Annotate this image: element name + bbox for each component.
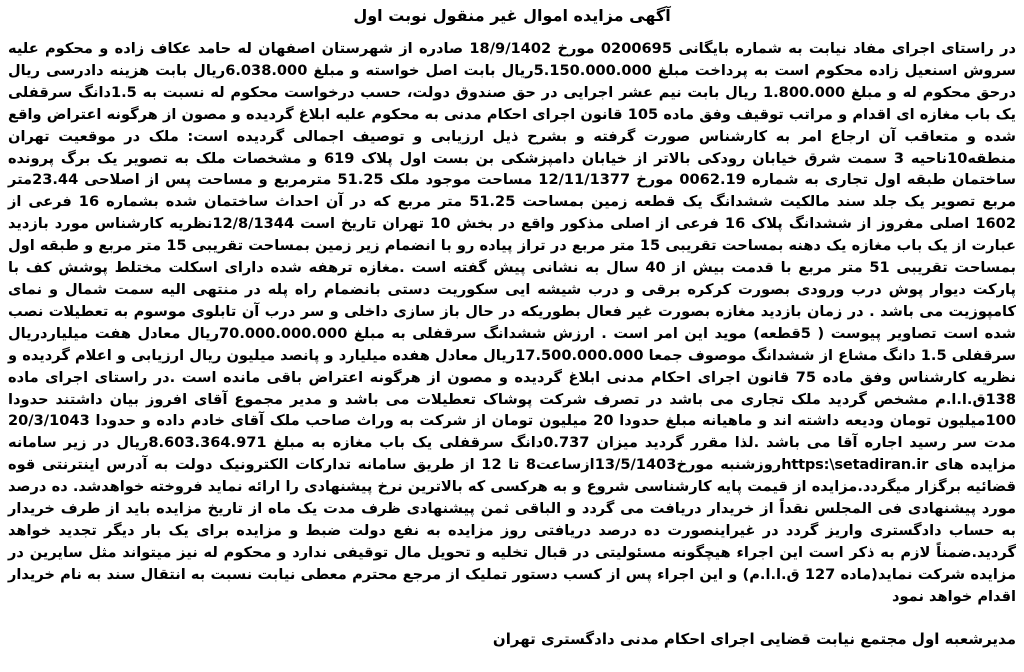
notice-body: در راستای اجرای مفاد نیابت به شماره بایگانی 0200695 مورخ 18/9/1402 صادره از شهرستان اصفهان له حامد عکاف زاده و محکوم علیه سروش اسنعیل زاده محکوم است به پرداخت مبلغ 5.150.000.000ریال بابت اصل خواسته و مبلغ 6.038.000ریال بابت هزینه دادرسی ریال درحق محکوم له و مبلغ 1.800.000 ریال بابت نیم عشر اجرایی در حق صندوق دولت، حسب درخواست محکوم له نسبت به 1.5دانگ سرقفلی یک باب مغازه ای اقدام و مراتب توقیف وفق ماده 105 قانون اجرای احکام مدنی به محکوم علیه ابلاغ گردیده و مصون از هرگونه اعتراض واقع شده و متعاقب آن ارجاع امر به کارشناس صورت گرفته و بشرح ذیل ارزیابی و توصیف اجمالی گردیده است: ملک در موقعیت تهران منطقه10ناحیه 3 سمت شرق خیابان رودکی بالاتر از خیابان دامپزشکی بن بست اول پلاک 619 و مشخصات ملک به تصویر یک برگ پرونده ساختمان طبقه اول تجاری به شماره 0062.19 مورخ 12/11/1377 مساحت موجود ملک 51.25 مترمربع و مساحت پس از اصلاحی 23.44متر مربع تصویر یک جلد سند مالکیت ششدانگ یک قطعه زمین بمساحت 51.25 متر مربع که در آن احداث ساختمان شده بشماره 16 فرعی از 1602 اصلی مفروز از ششدانگ پلاک 16 فرعی از اصلی مذکور واقع در بخش 10 تهران تاریخ است 12/8/1344نظریه کارشناس مورد بازدید عبارت از یک باب مغازه یک دهنه بمساحت تقریبی 15 متر مربع در تراز پیاده رو با انضمام زیر زمین بمساحت تقریبی 15 متر مربع و طبقه اول بمساحت تقریبی 51 متر مربع با قدمت بیش از 40 سال به نشانی پیش گفته است .مغازه ترهفه شده دارای اسکلت مختلط پوشش کف با پارکت دیوار پوش درب ورودی بصورت کرکره برقی و درب شیشه ایی سکوریت دستی بانضمام راه پله در منتهی الیه سمت شمال و نمای کامپوزیت می باشد . در زمان بازدید مغازه بصورت غیر فعال بطوریکه در حال باز سازی داخلی و سر درب آن تابلوی موسوم به تعطیلات نصب شده است تصاویر پیوست ( 5قطعه) موید این امر است . ارزش ششدانگ سرقفلی به مبلغ 70.000.000.000ریال معادل هفت میلیاردریال سرقفلی 1.5 دانگ مشاع از ششدانگ موصوف جمعا 17.500.000.000ریال معادل هفده میلیارد و پانصد میلیون ریال ارزیابی و اعلام گردیده و نظریه کارشناس وفق ماده 75 قانون اجرای احکام مدنی ابلاغ گردیده و مصون از هرگونه اعتراض باقی مانده است .در راستای اجرای ماده 138ق.ا.ا.م مشخص گردید ملک تجاری می باشد در تصرف شرکت پوشاک تعطیلات می باشد و مدیر مجموع آقای افروز بیان داشتند حدودا 100میلیون تومان ودیعه داشته اند و ماهیانه مبلغ حدودا 20 میلیون تومان از شرکت به وراث صاحب ملک آقای خادم داده و حدودا 20/3/1043 مدت سر رسید اجاره آقا می باشد .لذا مقرر گردید میزان 0.737دانگ سرقفلی یک باب مغازه به مبلغ 8.603.364.971ریال در زیر سامانه مزایده های https:\setadiran.irروزشنبه مورخ13/5/1403ازساعت8 تا 12 از طریق سامانه تدارکات الکترونیک دولت به آدرس اینترنتی قوه قضائیه برگزار میگردد.مزایده از قیمت پایه کارشناسی شروع و به هرکسی که بالاترین نرخ پیشنهادی را ارائه نماید فروخته خواهدشد. ده درصد مورد پیشنهادی فی المجلس نقداً از خریدار دریافت می گردد و الباقی ثمن پیشنهادی ظرف مدت یک ماه از تاریخ مزایده باید از طرف خریدار به حساب دادگستری واریز گردد در غیراینصورت ده درصد دریافتی روز مزایده به نفع دولت ضبط و مزایده برای یک بار دیگر تجدید خواهد گردید.ضمناً لازم به ذکر است این اجراء هیچگونه مسئولیتی در قبال تخلیه و تحویل مال توقیفی ندارد و محکوم له نیز میتواند مثل سایرین در مزایده شرکت نماید(ماده 127 ق.ا.ا.م) و این اجراء پس از کسب دستور تملیک از مرجع محترم معطی نیابت نسبت به انتقال سند به نام خریدار اقدام خواهد نمود xyxy=(8,40,1017,605)
notice-title: آگهی مزایده اموال غیر منقول نوبت اول xyxy=(353,6,671,25)
notice-signature: مدیرشعبه اول مجتمع نیابت قضایی اجرای احکام مدنی دادگستری تهران xyxy=(492,629,1016,648)
